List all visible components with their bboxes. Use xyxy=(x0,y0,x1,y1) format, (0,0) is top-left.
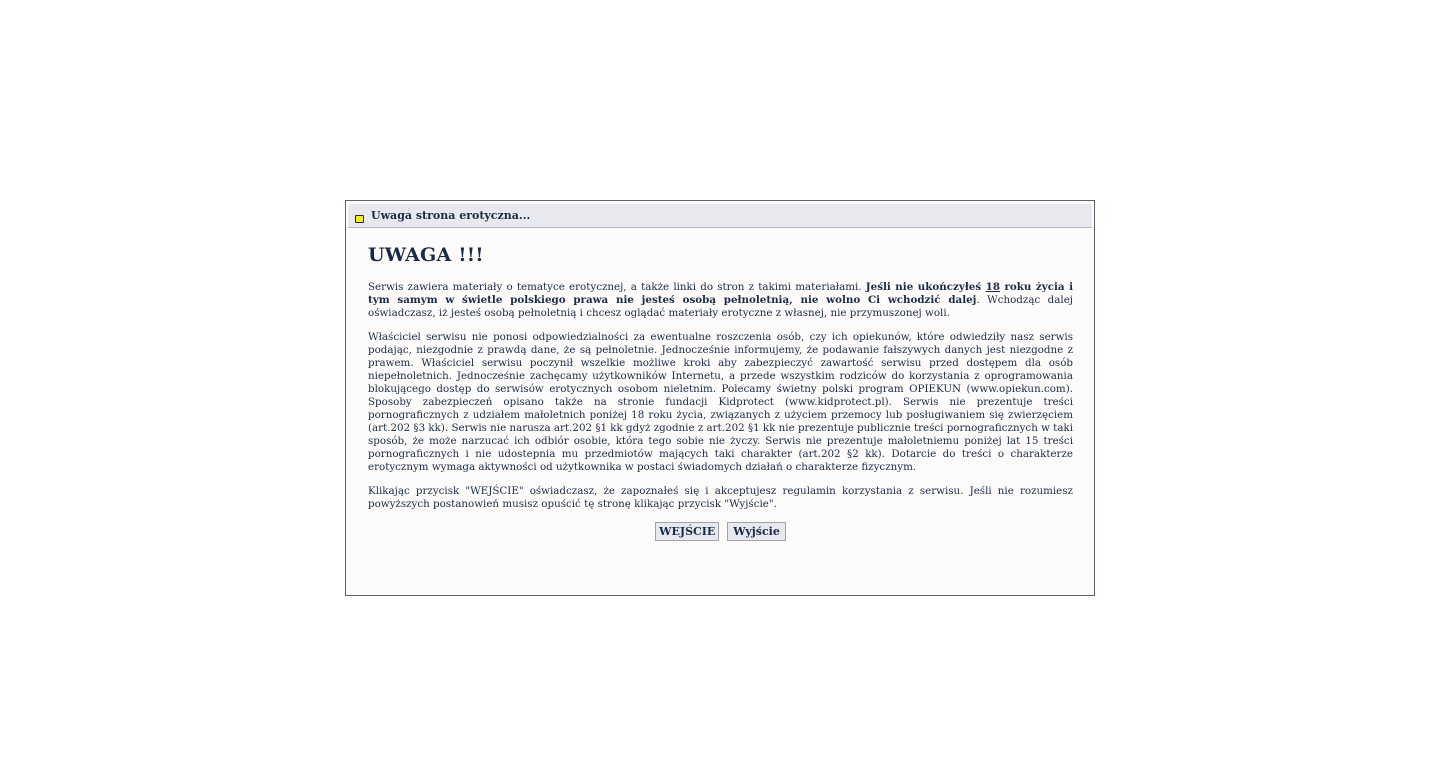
consent-paragraph: Klikając przycisk "WEJŚCIE" oświadczasz, że zapoznałeś się i akceptujesz regulamin korzystania z serwisu. Jeśli nie rozumiesz powyższych postanowień musisz opuścić tę stronę klikając przycisk "Wyjście". xyxy=(368,485,1073,510)
age-warning-dialog xyxy=(345,200,1095,596)
dialog-title: Uwaga strona erotyczna... xyxy=(371,209,531,222)
age-notice-paragraph xyxy=(368,281,1073,320)
dialog-content xyxy=(368,243,1073,541)
notice-bold-start: Jeśli nie ukończyłeś xyxy=(865,281,986,293)
yellow-square-icon xyxy=(355,215,364,223)
warning-heading: UWAGA !!! xyxy=(368,244,484,266)
age-18-link[interactable]: 18 xyxy=(985,281,1000,293)
notice-bold-end: roku życia i tym samym w świetle polskiego prawa nie jesteś osobą pełnoletnią, nie wolno Ci wchodzić dalej xyxy=(368,281,1074,306)
notice-text: Serwis zawiera materiały o tematyce erotycznej, a także linki do stron z takimi materiałami. xyxy=(368,281,866,293)
exit-button[interactable]: Wyjście xyxy=(727,522,786,541)
notice-text-end: . Wchodząc dalej oświadczasz, iż jesteś osobą pełnoletnią i chcesz oglądać materiały erotyczne z własnej, nie przymuszonej woli. xyxy=(368,294,1073,319)
enter-button[interactable]: WEJŚCIE xyxy=(655,522,719,541)
disclaimer-paragraph: Właściciel serwisu nie ponosi odpowiedzialności za ewentualne roszczenia osób, czy ich opiekunów, które odwiedziły nasz serwis podając, niezgodnie z prawdą dane, że są pełnoletnie. Jednocześnie informujemy, że podawanie fałszywych danych jest niezgodne z prawem. Właściciel serwisu poczynił wszelkie możliwe kroki aby zabezpieczyć zawartość serwisu przed dostępem dla osób niepełnoletnich. Jednocześnie zachęcamy użytkowników Internetu, a przede wszystkim rodziców do korzystania z oprogramowania blokującego dostęp do serwisów erotycznych osobom nieletnim. Polecamy świetny polski program OPIEKUN (www.opiekun.com). Sposoby zabezpieczeń opisano także na stronie fundacji Kidprotect (www.kidprotect.pl). Serwis nie prezentuje treści pornograficznych z udziałem małoletnich poniżej 18 roku życia, związanych z użyciem przemocy lub posługiwaniem się zwierzęciem (art.202 §3 kk). Serwis nie narusza art.202 §1 kk gdyż zgodnie z art.202 §1 kk nie prezentuje publicznie treści pornograficznych w taki sposób, że może narzucać ich odbiór osobie, która tego sobie nie życzy. Serwis nie prezentuje małoletniemu poniżej lat 15 treści pornograficznych i nie udostepnia mu przedmiotów mających taki charakter (art.202 §2 kk). Dotarcie do treści o charakterze erotycznym wymaga aktywności od użytkownika w postaci świadomych działań o charakterze fizycznym. xyxy=(368,331,1073,473)
dialog-buttons xyxy=(368,522,1073,541)
dialog-titlebar xyxy=(348,204,1092,228)
